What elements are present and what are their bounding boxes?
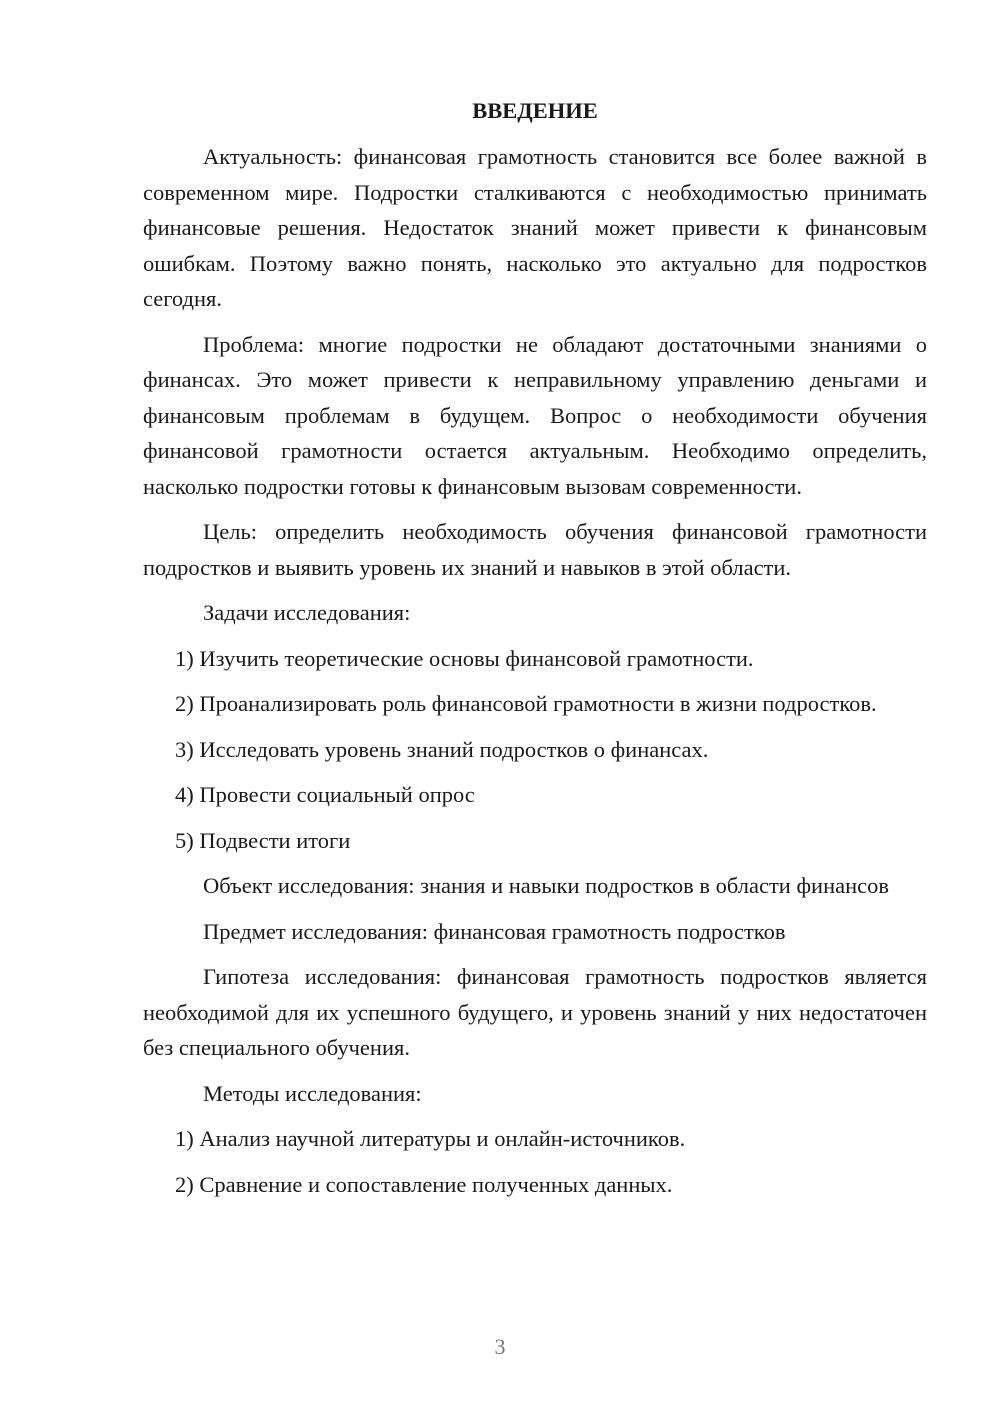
- methods-heading: Методы исследования:: [203, 1080, 422, 1106]
- method-item-2: 2) Сравнение и сопоставление полученных данных.: [175, 1171, 673, 1197]
- object-paragraph: Объект исследования: знания и навыки подростков в области финансов: [203, 873, 889, 898]
- page-number: 3: [494, 1334, 506, 1359]
- page-title: ВВЕДЕНИЕ: [472, 98, 598, 123]
- task-item-5: 5) Подвести итоги: [175, 827, 351, 853]
- task-item-2: 2) Проанализировать роль финансовой грамотности в жизни подростков.: [175, 691, 877, 716]
- subject-paragraph: Предмет исследования: финансовая грамотность подростков: [203, 918, 786, 944]
- task-item-1: 1) Изучить теоретические основы финансовой грамотности.: [175, 645, 754, 671]
- method-item-1: 1) Анализ научной литературы и онлайн-источников.: [175, 1126, 686, 1151]
- task-item-3: 3) Исследовать уровень знаний подростков о финансах.: [175, 736, 709, 762]
- goal-paragraph: Цель: определить необходимость обучения финансовой грамотности подростков и выявить уровень их знаний и навыков в этой области.: [143, 519, 927, 580]
- task-item-4: 4) Провести социальный опрос: [175, 782, 475, 807]
- tasks-heading: Задачи исследования:: [203, 600, 411, 625]
- hypothesis-paragraph: Гипотеза исследования: финансовая грамотность подростков является необходимой для их успешного будущего, и уровень знаний у них недостаточен без специального обучения.: [143, 964, 927, 1060]
- document-body: [143, 94, 927, 1212]
- problem-paragraph: Проблема: многие подростки не обладают достаточными знаниями о финансах. Это может привести к неправильному управлению деньгами и финансовым проблемам в будущем. Вопрос о необходимости обучения финансовой грамотности остается актуальным. Необходимо определить, насколько подростки готовы к финансовым вызовам современности.: [143, 331, 927, 499]
- relevance-paragraph: Актуальность: финансовая грамотность становится все более важной в современном мире. Подростки сталкиваются с необходимостью принимать финансовые решения. Недостаток знаний может привести к финансовым ошибкам. Поэтому важно понять, насколько это актуально для подростков сегодня.: [143, 144, 927, 311]
